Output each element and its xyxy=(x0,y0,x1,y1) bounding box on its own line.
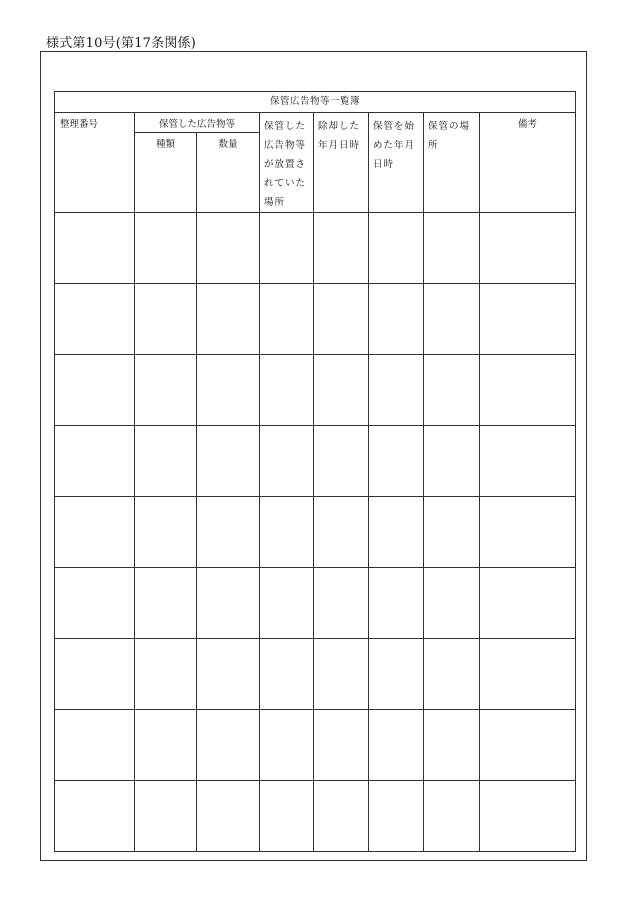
cell-hochi-basho xyxy=(260,426,314,497)
header-line: れていた xyxy=(264,178,307,189)
cell-shurui xyxy=(135,426,197,497)
cell-jokyaku-nichiji xyxy=(314,497,369,568)
cell-shurui xyxy=(135,213,197,284)
cell-hochi-basho xyxy=(260,568,314,639)
cell-shurui xyxy=(135,355,197,426)
cell-hochi-basho xyxy=(260,355,314,426)
cell-suryo xyxy=(197,284,260,355)
header-line: 保管の場 xyxy=(428,121,471,132)
header-line: 年月日時 xyxy=(318,140,361,151)
header-line: 保管を始 xyxy=(373,121,416,132)
header-line: 場所 xyxy=(264,197,286,208)
cell-hokan-kaishi xyxy=(369,710,424,781)
cell-biko xyxy=(480,710,576,781)
cell-hochi-basho xyxy=(260,781,314,852)
cell-shurui xyxy=(135,781,197,852)
cell-seiri-bango xyxy=(55,568,135,639)
cell-hokan-kaishi xyxy=(369,284,424,355)
header-line: 除却した xyxy=(318,121,361,132)
cell-hokan-kaishi xyxy=(369,355,424,426)
header-shurui: 種類 xyxy=(135,133,197,213)
cell-biko xyxy=(480,568,576,639)
header-hokan-kaishi xyxy=(369,113,424,213)
table-row xyxy=(55,284,576,355)
cell-biko xyxy=(480,497,576,568)
header-hochi-basho xyxy=(260,113,314,213)
cell-biko xyxy=(480,639,576,710)
table-row xyxy=(55,781,576,852)
header-hokan-group: 保管した広告物等 xyxy=(135,113,260,133)
cell-suryo xyxy=(197,710,260,781)
cell-biko xyxy=(480,426,576,497)
cell-hochi-basho xyxy=(260,710,314,781)
table-row xyxy=(55,426,576,497)
cell-shurui xyxy=(135,497,197,568)
cell-suryo xyxy=(197,426,260,497)
cell-seiri-bango xyxy=(55,781,135,852)
cell-jokyaku-nichiji xyxy=(314,355,369,426)
header-line: 保管した xyxy=(264,121,307,132)
table-row xyxy=(55,497,576,568)
cell-shurui xyxy=(135,284,197,355)
form-number-label: 様式第10号(第17条関係) xyxy=(46,36,197,51)
cell-suryo xyxy=(197,781,260,852)
cell-shurui xyxy=(135,710,197,781)
cell-seiri-bango xyxy=(55,426,135,497)
cell-jokyaku-nichiji xyxy=(314,213,369,284)
header-line: が放置さ xyxy=(264,159,307,170)
cell-biko xyxy=(480,213,576,284)
header-line: めた年月 xyxy=(373,140,416,151)
cell-hokan-basho xyxy=(424,639,480,710)
cell-hochi-basho xyxy=(260,639,314,710)
cell-hokan-basho xyxy=(424,284,480,355)
cell-jokyaku-nichiji xyxy=(314,639,369,710)
cell-seiri-bango xyxy=(55,710,135,781)
table-row xyxy=(55,213,576,284)
storage-register-table xyxy=(54,91,576,852)
cell-hokan-basho xyxy=(424,213,480,284)
cell-hokan-kaishi xyxy=(369,781,424,852)
table-title: 保管広告物等一覧簿 xyxy=(55,92,576,113)
cell-shurui xyxy=(135,568,197,639)
cell-hokan-basho xyxy=(424,426,480,497)
header-biko: 備考 xyxy=(480,113,576,213)
cell-jokyaku-nichiji xyxy=(314,710,369,781)
header-line: 広告物等 xyxy=(264,140,307,151)
cell-hokan-kaishi xyxy=(369,497,424,568)
cell-shurui xyxy=(135,639,197,710)
table-row xyxy=(55,710,576,781)
cell-suryo xyxy=(197,355,260,426)
header-line: 日時 xyxy=(373,159,395,170)
cell-seiri-bango xyxy=(55,213,135,284)
cell-hokan-kaishi xyxy=(369,426,424,497)
cell-suryo xyxy=(197,568,260,639)
cell-biko xyxy=(480,284,576,355)
cell-jokyaku-nichiji xyxy=(314,284,369,355)
cell-hochi-basho xyxy=(260,284,314,355)
cell-suryo xyxy=(197,497,260,568)
cell-jokyaku-nichiji xyxy=(314,781,369,852)
cell-hochi-basho xyxy=(260,497,314,568)
cell-hokan-kaishi xyxy=(369,568,424,639)
cell-hokan-basho xyxy=(424,568,480,639)
cell-seiri-bango xyxy=(55,284,135,355)
table-row xyxy=(55,355,576,426)
cell-hokan-basho xyxy=(424,497,480,568)
header-hokan-basho xyxy=(424,113,480,213)
cell-jokyaku-nichiji xyxy=(314,568,369,639)
cell-hokan-kaishi xyxy=(369,213,424,284)
cell-hokan-kaishi xyxy=(369,639,424,710)
cell-seiri-bango xyxy=(55,639,135,710)
cell-jokyaku-nichiji xyxy=(314,426,369,497)
cell-hokan-basho xyxy=(424,710,480,781)
cell-seiri-bango xyxy=(55,355,135,426)
table-row xyxy=(55,639,576,710)
header-line: 所 xyxy=(428,140,439,151)
cell-suryo xyxy=(197,639,260,710)
cell-biko xyxy=(480,781,576,852)
cell-seiri-bango xyxy=(55,497,135,568)
cell-suryo xyxy=(197,213,260,284)
cell-hochi-basho xyxy=(260,213,314,284)
cell-hokan-basho xyxy=(424,781,480,852)
cell-biko xyxy=(480,355,576,426)
cell-hokan-basho xyxy=(424,355,480,426)
table-row xyxy=(55,568,576,639)
header-seiri-bango: 整理番号 xyxy=(55,113,135,213)
header-jokyaku-nichiji xyxy=(314,113,369,213)
header-suryo: 数量 xyxy=(197,133,260,213)
